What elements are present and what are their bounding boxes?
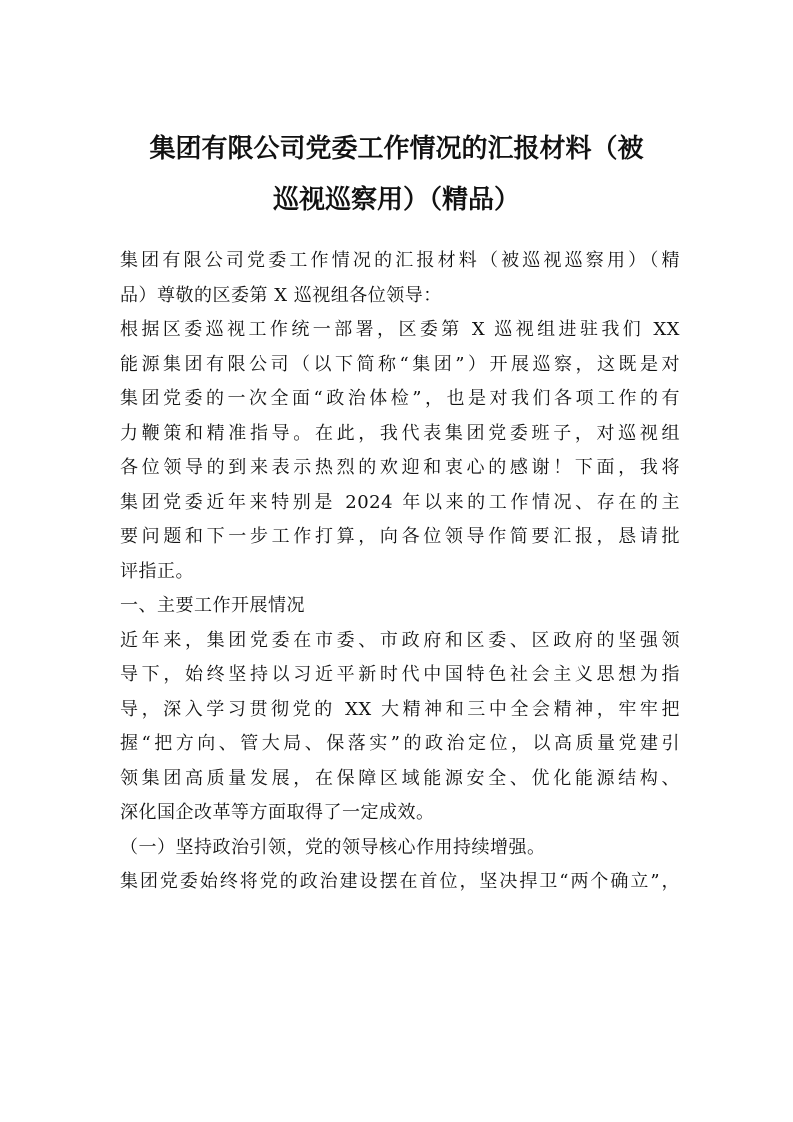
body-text-line: 根据区委巡视工作统一部署，区委第 X 巡视组进驻我们 XX	[120, 319, 680, 340]
body-text-line: 品）尊敬的区委第 X 巡视组各位领导：	[120, 284, 442, 306]
body-text-line: （一）坚持政治引领，党的领导核心作用持续增强。	[120, 836, 546, 858]
body-text-line: 力鞭策和精准指导。在此，我代表集团党委班子，对巡视组	[120, 422, 680, 444]
body-text-line: 评指正。	[120, 560, 194, 582]
body-text-line: 导，深入学习贯彻党的 XX 大精神和三中全会精神，牢牢把	[120, 698, 680, 720]
body-text-line: 一、主要工作开展情况	[120, 595, 305, 616]
body-text-line: 各位领导的到来表示热烈的欢迎和衷心的感谢！下面，我将	[120, 457, 680, 478]
body-text-line: 能源集团有限公司（以下简称“集团”）开展巡察，这既是对	[120, 353, 680, 375]
body-text-line: 领集团高质量发展，在保障区域能源安全、优化能源结构、	[120, 767, 680, 789]
body-text-line: 集团党委近年来特别是 2024 年以来的工作情况、存在的主	[120, 491, 680, 513]
body-text-line: 握“把方向、管大局、保落实”的政治定位，以高质量党建引	[120, 733, 680, 754]
body-text-line: 要问题和下一步工作打算，向各位领导作简要汇报，恳请批	[120, 526, 680, 547]
title-line-2: 巡视巡察用）（精品）	[272, 185, 520, 215]
document-title	[100, 124, 693, 226]
body-text-line: 导下，始终坚持以习近平新时代中国特色社会主义思想为指	[120, 664, 680, 685]
title-line-1: 集团有限公司党委工作情况的汇报材料（被	[149, 134, 644, 164]
body-text-line: 集团有限公司党委工作情况的汇报材料（被巡视巡察用）（精	[120, 250, 680, 271]
body-text-line: 深化国企改革等方面取得了一定成效。	[120, 802, 435, 823]
body-text-line: 集团党委始终将党的政治建设摆在首位，坚决捍卫“两个确立”，	[120, 871, 680, 892]
body-text-line: 集团党委的一次全面“政治体检”，也是对我们各项工作的有	[120, 388, 680, 409]
document-body	[120, 244, 680, 900]
body-text-line: 近年来，集团党委在市委、市政府和区委、区政府的坚强领	[120, 629, 680, 651]
